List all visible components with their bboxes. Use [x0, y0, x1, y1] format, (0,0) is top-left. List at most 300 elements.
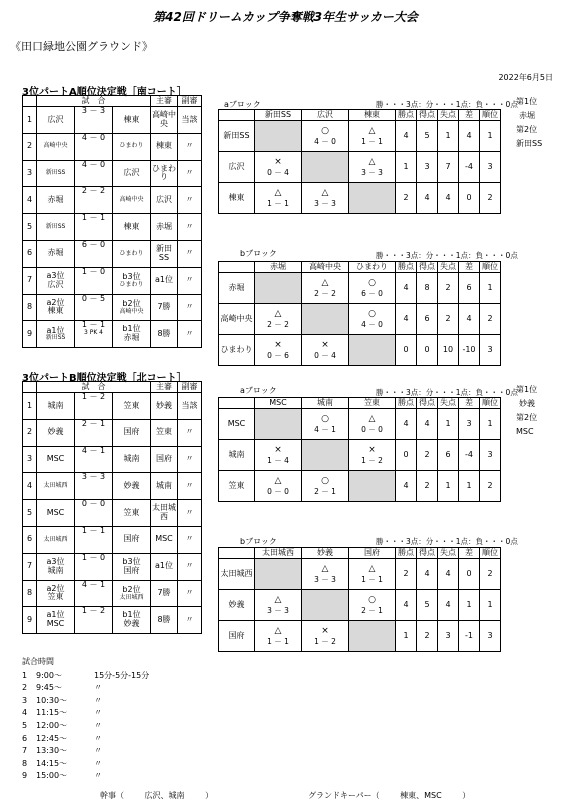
result-cell	[302, 273, 349, 304]
self-match-cell	[349, 471, 396, 502]
result-score: 4 － 0	[361, 319, 383, 329]
team-1	[37, 473, 75, 500]
match-row	[23, 526, 202, 553]
slot-number: 2	[22, 683, 28, 693]
score-value: 1 － 0	[81, 552, 106, 562]
page-title: 第42回ドリームカップ争奪戦3年生サッカー大会	[153, 10, 418, 24]
result-score: 1 － 1	[267, 198, 289, 208]
goals-for: 6	[417, 304, 438, 335]
section-a-block-b-table	[218, 261, 501, 366]
match-row	[23, 580, 202, 607]
column-team: 太田城西	[255, 548, 302, 559]
groundkeeper-close: ）	[462, 791, 471, 800]
points: 2	[396, 183, 417, 214]
schedule-row	[22, 770, 149, 783]
standings-row	[219, 621, 501, 652]
self-match-cell	[255, 409, 302, 440]
standings-row	[219, 304, 501, 335]
match-score	[75, 607, 113, 634]
section-a-block-a-wrap	[218, 109, 501, 214]
second-place-label: 第2位	[516, 125, 538, 134]
standings-row	[219, 409, 501, 440]
stat-header: 勝点	[396, 262, 417, 273]
team-2-name: b1位	[122, 610, 141, 620]
team-2	[113, 214, 151, 241]
pk-score: 3 PK 4	[83, 329, 103, 337]
rank: 2	[480, 183, 501, 214]
assistant-referee: 〃	[178, 187, 202, 214]
column-team: 高崎中央	[302, 262, 349, 273]
stat-header: 失点	[438, 262, 459, 273]
team-2	[113, 580, 151, 607]
points: 4	[396, 121, 417, 152]
rank: 3	[480, 335, 501, 366]
team-1-name: 新田SS	[45, 222, 66, 230]
goal-difference: -10	[459, 335, 480, 366]
team-1	[37, 321, 75, 348]
team-2	[113, 294, 151, 321]
team-2-name: 棟東	[123, 114, 140, 124]
goal-difference: 1	[459, 471, 480, 502]
team-1	[37, 294, 75, 321]
header-referee: 主審	[151, 382, 178, 393]
match-row	[23, 160, 202, 187]
team-2-name: 妙義	[123, 480, 140, 490]
team-1-name: a1位	[46, 325, 65, 335]
result-score: 1 － 2	[314, 636, 336, 646]
organizer-value: 広沢、城南	[144, 791, 185, 800]
slot-number: 1	[22, 670, 28, 680]
self-match-cell	[255, 121, 302, 152]
header-match: 試 合	[37, 382, 151, 393]
result-mark: △	[321, 277, 329, 288]
assistant-referee: 〃	[178, 553, 202, 580]
team-1-detail: 新田SS	[45, 334, 66, 342]
team-2	[113, 473, 151, 500]
result-score: 0 － 0	[267, 486, 289, 496]
match-row	[23, 187, 202, 214]
team-2	[113, 160, 151, 187]
result-score: 3 － 3	[314, 198, 336, 208]
result-cell	[302, 621, 349, 652]
header-assistant: 副審	[178, 96, 202, 107]
result-cell	[302, 121, 349, 152]
team-2	[113, 133, 151, 160]
header-blank	[23, 96, 37, 107]
score-value: 4 － 1	[81, 445, 106, 455]
result-score: 4 － 0	[314, 136, 336, 146]
goals-for: 5	[417, 121, 438, 152]
team-2	[113, 526, 151, 553]
goals-for: 4	[417, 183, 438, 214]
match-score	[75, 160, 113, 187]
referee: 7勝	[151, 580, 178, 607]
points: 0	[396, 335, 417, 366]
match-row	[23, 294, 202, 321]
schedule-row	[22, 682, 149, 695]
section-b-final-standings	[516, 383, 537, 439]
goal-difference: 0	[459, 183, 480, 214]
team-1	[37, 107, 75, 134]
team-1-name: 妙義	[47, 427, 64, 437]
stat-header: 得点	[417, 548, 438, 559]
result-score: 1 － 1	[267, 636, 289, 646]
team-2	[113, 107, 151, 134]
section-a-heading: 3位パートA順位決定戦［南コート］	[22, 87, 187, 98]
schedule-row	[22, 670, 149, 683]
row-team: 城南	[219, 440, 255, 471]
team-1	[37, 393, 75, 420]
second-place-team: MSC	[516, 427, 534, 436]
result-mark: △	[274, 625, 282, 636]
standings-row	[219, 335, 501, 366]
match-number: 7	[23, 267, 37, 294]
result-mark: ○	[368, 277, 376, 288]
score-value: 4 － 0	[81, 159, 106, 169]
first-place-label: 第1位	[516, 385, 538, 394]
slot-time: 12:45～	[36, 733, 68, 743]
slot-time: 10:30～	[36, 695, 68, 705]
goals-against: 3	[438, 621, 459, 652]
score-value: 1 － 2	[81, 392, 106, 401]
team-2-name: 広沢	[123, 168, 140, 178]
match-number: 5	[23, 214, 37, 241]
result-mark: ○	[321, 475, 329, 486]
referee: 赤堀	[151, 214, 178, 241]
match-score	[75, 446, 113, 473]
match-number: 2	[23, 419, 37, 446]
team-2	[113, 393, 151, 420]
section-b-block-b-wrap	[218, 547, 501, 652]
goals-against: 1	[438, 121, 459, 152]
referee: 笠東	[151, 419, 178, 446]
result-cell	[302, 559, 349, 590]
goals-for: 0	[417, 335, 438, 366]
result-cell	[255, 471, 302, 502]
result-score: 0 － 6	[267, 350, 289, 360]
points: 4	[396, 409, 417, 440]
match-row	[23, 553, 202, 580]
assistant-referee: 〃	[178, 526, 202, 553]
result-cell	[302, 409, 349, 440]
standings-row	[219, 183, 501, 214]
goal-difference: 4	[459, 304, 480, 335]
organizer-line	[100, 790, 213, 801]
result-mark: ×	[274, 339, 282, 350]
section-b-block-a-rule: 勝・・・3点：分・・・1点：負・・・0点	[376, 388, 518, 397]
team-1-detail: 広沢	[47, 279, 64, 289]
stat-header: 失点	[438, 548, 459, 559]
first-place-team: 赤堀	[519, 111, 535, 120]
result-mark: △	[368, 563, 376, 574]
team-2	[113, 240, 151, 267]
points: 1	[396, 621, 417, 652]
result-mark: ×	[321, 625, 329, 636]
second-place-label: 第2位	[516, 413, 538, 422]
team-2	[113, 267, 151, 294]
result-cell	[302, 183, 349, 214]
slot-note: 〃	[94, 733, 102, 743]
goals-for: 4	[417, 409, 438, 440]
result-cell	[349, 559, 396, 590]
match-row	[23, 446, 202, 473]
row-team: 新田SS	[219, 121, 255, 152]
stat-header: 得点	[417, 110, 438, 121]
result-cell	[349, 273, 396, 304]
corner-blank	[219, 398, 255, 409]
match-number: 5	[23, 500, 37, 527]
match-score	[75, 240, 113, 267]
score-value: 2 － 1	[81, 418, 106, 428]
match-score	[75, 187, 113, 214]
header-assistant: 副審	[178, 382, 202, 393]
result-cell	[255, 440, 302, 471]
team-1	[37, 419, 75, 446]
result-cell	[349, 121, 396, 152]
stat-header: 差	[459, 398, 480, 409]
result-score: 2 － 1	[361, 605, 383, 615]
section-b-block-a-wrap	[218, 397, 501, 502]
match-number: 7	[23, 553, 37, 580]
section-b-heading: 3位パートB順位決定戦［北コート］	[22, 373, 187, 384]
team-1-name: 太田城西	[43, 535, 68, 543]
stat-header: 順位	[480, 548, 501, 559]
assistant-referee: 〃	[178, 500, 202, 527]
referee: a1位	[151, 553, 178, 580]
goals-for: 5	[417, 590, 438, 621]
section-a-block-b-label: bブロック	[240, 249, 277, 258]
corner-blank	[219, 262, 255, 273]
slot-number: 4	[22, 708, 28, 718]
team-2-detail: 太田城西	[119, 593, 144, 601]
referee: 太田城西	[151, 500, 178, 527]
slot-number: 7	[22, 746, 28, 756]
self-match-cell	[349, 335, 396, 366]
slot-time: 13:30～	[36, 746, 68, 756]
match-score	[75, 500, 113, 527]
team-1-name: a2位	[46, 297, 65, 307]
team-2	[113, 419, 151, 446]
corner-blank	[219, 110, 255, 121]
match-number: 6	[23, 526, 37, 553]
column-team: 新田SS	[255, 110, 302, 121]
match-score	[75, 473, 113, 500]
goals-against: 7	[438, 152, 459, 183]
standings-row	[219, 121, 501, 152]
match-score	[75, 107, 113, 134]
goals-against: 2	[438, 273, 459, 304]
team-1-detail: 棟東	[47, 306, 64, 316]
team-2-name: 笠東	[123, 507, 140, 517]
result-score: 3 － 3	[267, 605, 289, 615]
assistant-referee: 〃	[178, 473, 202, 500]
goals-for: 2	[417, 440, 438, 471]
referee: 8勝	[151, 607, 178, 634]
assistant-referee: 当該	[178, 107, 202, 134]
header-match: 試 合	[37, 96, 151, 107]
row-team: 妙義	[219, 590, 255, 621]
slot-number: 5	[22, 720, 28, 730]
match-row	[23, 393, 202, 420]
goals-against: 4	[438, 183, 459, 214]
assistant-referee: 〃	[178, 321, 202, 348]
match-number: 4	[23, 473, 37, 500]
assistant-referee: 〃	[178, 419, 202, 446]
self-match-cell	[349, 183, 396, 214]
section-a-block-a-label: aブロック	[224, 100, 261, 109]
assistant-referee: 〃	[178, 294, 202, 321]
result-score: 2 － 1	[314, 486, 336, 496]
row-team: 棟東	[219, 183, 255, 214]
result-cell	[349, 304, 396, 335]
rank: 1	[480, 590, 501, 621]
result-mark: ○	[321, 413, 329, 424]
score-value: 1 － 1	[81, 320, 106, 330]
match-number: 6	[23, 240, 37, 267]
result-cell	[302, 335, 349, 366]
team-1-name: MSC	[46, 454, 65, 464]
stat-header: 差	[459, 548, 480, 559]
row-team: 広沢	[219, 152, 255, 183]
rank: 3	[480, 152, 501, 183]
standings-row	[219, 440, 501, 471]
team-1	[37, 607, 75, 634]
section-a-block-a-rule: 勝・・・3点：分・・・1点：負・・・0点	[376, 100, 518, 109]
team-1-name: a1位	[46, 610, 65, 620]
result-cell	[349, 590, 396, 621]
row-team: 赤堀	[219, 273, 255, 304]
result-mark: ×	[274, 444, 282, 455]
score-value: 3 － 3	[81, 472, 106, 482]
section-a-match-table-wrap	[22, 95, 202, 348]
referee: 新田SS	[151, 240, 178, 267]
goal-difference: 6	[459, 273, 480, 304]
organizer-close: ）	[205, 791, 214, 800]
section-b-block-a-table	[218, 397, 501, 502]
stat-header: 差	[459, 262, 480, 273]
slot-number: 8	[22, 758, 28, 768]
team-1-name: a2位	[46, 583, 65, 593]
team-1	[37, 214, 75, 241]
goal-difference: -4	[459, 440, 480, 471]
goals-for: 2	[417, 621, 438, 652]
result-mark: △	[274, 308, 282, 319]
match-number: 4	[23, 187, 37, 214]
team-1-name: MSC	[46, 507, 65, 517]
result-score: 3 － 3	[361, 167, 383, 177]
result-mark: △	[321, 563, 329, 574]
section-a-block-a-table	[218, 109, 501, 214]
section-b-block-b-table	[218, 547, 501, 652]
result-mark: △	[368, 156, 376, 167]
team-2	[113, 607, 151, 634]
assistant-referee: 〃	[178, 214, 202, 241]
goal-difference: 4	[459, 121, 480, 152]
team-1-name: 城南	[47, 400, 64, 410]
row-team: 高崎中央	[219, 304, 255, 335]
result-mark: ○	[321, 125, 329, 136]
score-value: 2 － 2	[81, 186, 106, 196]
goals-against: 1	[438, 409, 459, 440]
rank: 2	[480, 471, 501, 502]
match-row	[23, 267, 202, 294]
slot-note: 〃	[94, 695, 102, 705]
schedule-rows	[22, 670, 149, 783]
team-2-name: b1位	[122, 324, 141, 334]
slot-time: 9:00～	[36, 670, 62, 680]
goals-against: 4	[438, 590, 459, 621]
result-mark: △	[321, 187, 329, 198]
team-2-name: 国府	[123, 534, 140, 544]
match-row	[23, 133, 202, 160]
slot-note: 〃	[94, 720, 102, 730]
result-score: 0 － 4	[267, 167, 289, 177]
result-cell	[255, 335, 302, 366]
match-score	[75, 553, 113, 580]
assistant-referee: 〃	[178, 240, 202, 267]
referee: 広沢	[151, 187, 178, 214]
match-number: 1	[23, 393, 37, 420]
match-number: 3	[23, 446, 37, 473]
rank: 1	[480, 121, 501, 152]
column-team: MSC	[255, 398, 302, 409]
date-label: 2022年6月5日	[498, 73, 553, 82]
first-place-label: 第1位	[516, 97, 538, 106]
stat-header: 失点	[438, 110, 459, 121]
schedule-label: 試合時間	[22, 657, 54, 666]
score-value: 1 － 1	[81, 213, 106, 223]
points: 4	[396, 304, 417, 335]
team-1	[37, 240, 75, 267]
column-team: 笠東	[349, 398, 396, 409]
points: 0	[396, 440, 417, 471]
team-2-name: 笠東	[123, 400, 140, 410]
match-number: 1	[23, 107, 37, 134]
assistant-referee: 〃	[178, 267, 202, 294]
result-mark: ×	[274, 156, 282, 167]
row-team: ひまわり	[219, 335, 255, 366]
referee: 8勝	[151, 321, 178, 348]
match-row	[23, 107, 202, 134]
referee: 国府	[151, 446, 178, 473]
referee: 城南	[151, 473, 178, 500]
team-1-name: 太田城西	[43, 481, 68, 489]
assistant-referee: 〃	[178, 446, 202, 473]
result-cell	[302, 471, 349, 502]
venue-label: 《田口緑地公園グラウンド》	[10, 40, 153, 53]
team-1	[37, 160, 75, 187]
slot-note: 〃	[94, 746, 102, 756]
referee: MSC	[151, 526, 178, 553]
standings-row	[219, 590, 501, 621]
section-a-block-b-rule: 勝・・・3点：分・・・1点：負・・・0点	[376, 251, 518, 260]
team-2-name: b2位	[122, 584, 141, 594]
row-team: MSC	[219, 409, 255, 440]
slot-time: 12:00～	[36, 720, 68, 730]
result-mark: ×	[368, 444, 376, 455]
goals-against: 2	[438, 304, 459, 335]
team-1-name: a3位	[46, 556, 65, 566]
match-row	[23, 214, 202, 241]
header-blank	[23, 382, 37, 393]
result-score: 4 － 1	[314, 424, 336, 434]
team-2-name: 国府	[123, 427, 140, 437]
section-a-final-standings	[516, 95, 542, 151]
points: 1	[396, 152, 417, 183]
section-b-block-b-rule: 勝・・・3点：分・・・1点：負・・・0点	[376, 537, 518, 546]
rank: 1	[480, 409, 501, 440]
rank: 3	[480, 440, 501, 471]
